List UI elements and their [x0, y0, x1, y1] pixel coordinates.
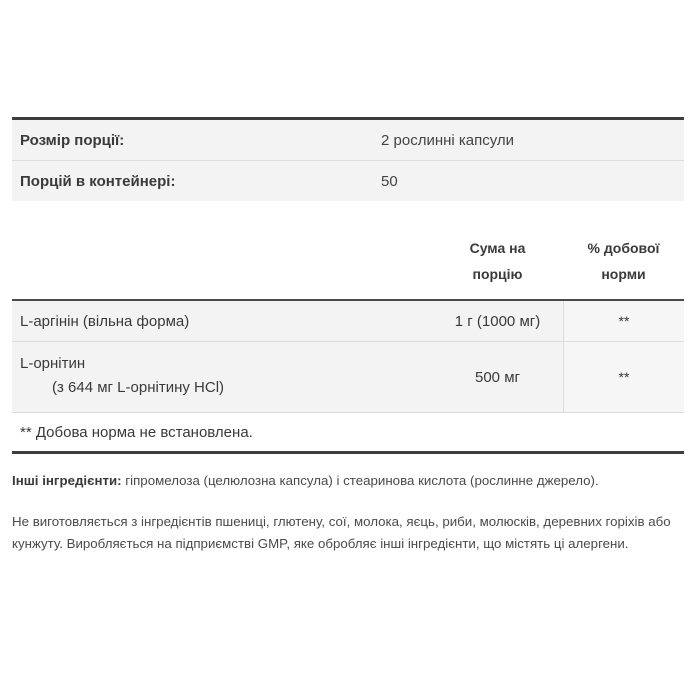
section-gap — [12, 201, 684, 223]
servings-per-container-label: Порцій в контейнері: — [20, 172, 176, 190]
supplement-facts-panel — [12, 117, 684, 454]
table-header — [12, 223, 684, 301]
other-ingredients-label: Інші інгредієнти: — [12, 473, 122, 488]
header-amount-line2: порцію — [472, 266, 523, 282]
ingredient-name: L-орнітин — [20, 355, 86, 372]
ingredient-subnote: (з 644 мг L-орнітину HCl) — [52, 379, 225, 396]
serving-size-row — [12, 120, 684, 160]
table-row — [12, 342, 684, 413]
ingredient-dv: ** — [564, 342, 684, 412]
serving-size-label: Розмір порції: — [20, 131, 125, 149]
header-spacer — [12, 223, 432, 299]
ingredient-name: L-аргінін (вільна форма) — [20, 312, 190, 330]
ingredient-dv: ** — [564, 301, 684, 341]
ingredient-amount: 500 мг — [432, 342, 564, 412]
table-row — [12, 301, 684, 342]
header-daily-value — [563, 223, 684, 299]
ingredient-amount: 1 г (1000 мг) — [432, 301, 564, 341]
serving-size-value: 2 рослинні капсули — [381, 131, 515, 149]
header-amount-line1: Сума на — [469, 240, 526, 256]
servings-per-container-row — [12, 160, 684, 201]
other-ingredients — [12, 471, 688, 491]
header-amount-per-serving — [432, 223, 563, 299]
daily-value-footnote: ** Добова норма не встановлена. — [12, 413, 684, 451]
ingredient-name-cell — [12, 342, 432, 412]
header-dv-line1: % добової — [587, 240, 660, 256]
servings-per-container-value: 50 — [381, 172, 398, 190]
allergen-note: Не виготовляється з інгредієнтів пшениці, глютену, сої, молока, яєць, риби, молюсків, деревних горіхів або кунжуту. Виробляється на підприємстві GMP, яке обробляє інші інгредієнти, що містять ці алергени. — [12, 514, 671, 551]
header-dv-line2: норми — [601, 266, 646, 282]
other-ingredients-text: гіпромелоза (целюлозна капсула) і стеаринова кислота (рослинне джерело). — [121, 473, 599, 488]
